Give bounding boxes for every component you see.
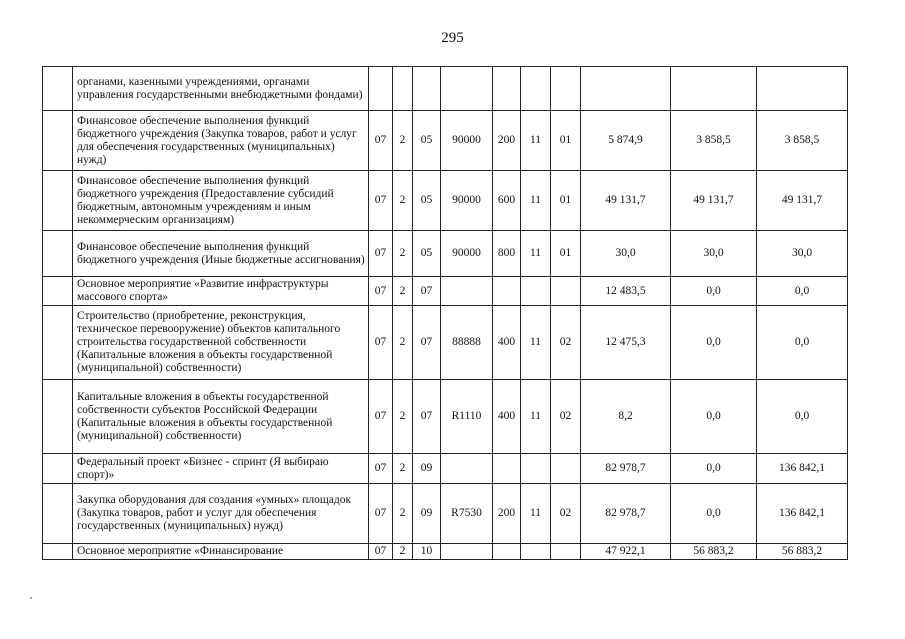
row-code-section: 07 xyxy=(369,306,393,380)
row-amount-year-2: 0,0 xyxy=(671,454,757,484)
row-code-subsection: 01 xyxy=(551,231,581,277)
row-code-section-number: 11 xyxy=(521,231,551,277)
table-row xyxy=(43,454,848,484)
row-amount-year-2: 0,0 xyxy=(671,484,757,544)
page-number: 295 xyxy=(441,30,464,46)
row-amount-year-1: 49 131,7 xyxy=(581,171,671,231)
row-amount-year-2: 30,0 xyxy=(671,231,757,277)
row-code-subsection: 02 xyxy=(551,484,581,544)
row-description: Закупка оборудования для создания «умных» площадок (Закупка товаров, работ и услуг для обеспечения государственных (муниципальных) нужд) xyxy=(73,484,369,544)
row-code-section-number xyxy=(521,454,551,484)
row-description: Строительство (приобретение, реконструкция, техническое перевооружение) объектов капитального строительства государственной собственности (Капитальные вложения в объекты государственной (муниципальной) собственности) xyxy=(73,306,369,380)
row-code-direction xyxy=(441,544,493,560)
row-code-section-number: 11 xyxy=(521,380,551,454)
row-code-expense-type: 200 xyxy=(493,111,521,171)
row-blank-cell xyxy=(43,111,73,171)
row-code-section: 07 xyxy=(369,171,393,231)
scan-speck xyxy=(30,597,32,599)
row-code-section: 07 xyxy=(369,111,393,171)
table-row xyxy=(43,67,848,111)
row-code-expense-type: 400 xyxy=(493,306,521,380)
row-code-expense-type xyxy=(493,454,521,484)
row-blank-cell xyxy=(43,306,73,380)
table-row xyxy=(43,111,848,171)
table-row xyxy=(43,380,848,454)
row-amount-year-2: 0,0 xyxy=(671,277,757,306)
table-row xyxy=(43,306,848,380)
row-code-program: 2 xyxy=(393,111,413,171)
row-code-subsection: 02 xyxy=(551,380,581,454)
row-code-subprogram: 05 xyxy=(413,111,441,171)
row-amount-year-1 xyxy=(581,67,671,111)
row-code-direction: 90000 xyxy=(441,111,493,171)
row-amount-year-2: 0,0 xyxy=(671,306,757,380)
row-amount-year-1: 8,2 xyxy=(581,380,671,454)
row-code-section-number xyxy=(521,277,551,306)
row-blank-cell xyxy=(43,231,73,277)
row-description: Финансовое обеспечение выполнения функций бюджетного учреждения (Закупка товаров, работ и услуг для обеспечения государственных (муниципальных) нужд) xyxy=(73,111,369,171)
row-code-section: 07 xyxy=(369,277,393,306)
row-code-subprogram: 05 xyxy=(413,171,441,231)
table-row xyxy=(43,277,848,306)
row-blank-cell xyxy=(43,67,73,111)
row-amount-year-3: 30,0 xyxy=(757,231,848,277)
row-blank-cell xyxy=(43,380,73,454)
row-amount-year-3: 3 858,5 xyxy=(757,111,848,171)
row-code-subprogram: 05 xyxy=(413,231,441,277)
row-description: Финансовое обеспечение выполнения функций бюджетного учреждения (Предоставление субсидий бюджетным, автономным учреждениям и иным некоммерческим организациям) xyxy=(73,171,369,231)
row-amount-year-1: 82 978,7 xyxy=(581,454,671,484)
row-description: Федеральный проект «Бизнес - спринт (Я выбираю спорт)» xyxy=(73,454,369,484)
row-amount-year-3: 136 842,1 xyxy=(757,484,848,544)
row-amount-year-1: 82 978,7 xyxy=(581,484,671,544)
row-code-program xyxy=(393,67,413,111)
row-code-program: 2 xyxy=(393,454,413,484)
row-code-direction: 88888 xyxy=(441,306,493,380)
row-code-program: 2 xyxy=(393,231,413,277)
row-amount-year-1: 30,0 xyxy=(581,231,671,277)
row-amount-year-3 xyxy=(757,67,848,111)
row-amount-year-2: 56 883,2 xyxy=(671,544,757,560)
row-description: Основное мероприятие «Развитие инфраструктуры массового спорта» xyxy=(73,277,369,306)
row-code-section-number: 11 xyxy=(521,111,551,171)
row-blank-cell xyxy=(43,277,73,306)
row-code-subprogram: 09 xyxy=(413,484,441,544)
row-amount-year-2: 0,0 xyxy=(671,380,757,454)
row-description: Капитальные вложения в объекты государственной собственности субъектов Российской Федерации (Капитальные вложения в объекты государственной (муниципальной) собственности) xyxy=(73,380,369,454)
table-row xyxy=(43,231,848,277)
row-blank-cell xyxy=(43,171,73,231)
table-row xyxy=(43,544,848,560)
row-code-expense-type xyxy=(493,277,521,306)
row-code-direction: R7530 xyxy=(441,484,493,544)
row-code-subsection xyxy=(551,277,581,306)
row-code-section-number xyxy=(521,67,551,111)
row-blank-cell xyxy=(43,454,73,484)
row-blank-cell xyxy=(43,484,73,544)
row-code-expense-type: 200 xyxy=(493,484,521,544)
row-code-section-number: 11 xyxy=(521,171,551,231)
row-code-subprogram: 07 xyxy=(413,306,441,380)
row-amount-year-3: 0,0 xyxy=(757,306,848,380)
table-body xyxy=(43,67,848,560)
row-amount-year-1: 5 874,9 xyxy=(581,111,671,171)
row-code-direction: 90000 xyxy=(441,171,493,231)
row-code-program: 2 xyxy=(393,171,413,231)
row-amount-year-3: 49 131,7 xyxy=(757,171,848,231)
row-code-subsection xyxy=(551,544,581,560)
row-code-expense-type xyxy=(493,544,521,560)
row-code-section: 07 xyxy=(369,231,393,277)
row-code-direction: 90000 xyxy=(441,231,493,277)
row-code-subprogram: 07 xyxy=(413,380,441,454)
row-amount-year-2 xyxy=(671,67,757,111)
row-code-direction xyxy=(441,67,493,111)
row-code-section: 07 xyxy=(369,484,393,544)
row-code-section xyxy=(369,67,393,111)
row-code-direction xyxy=(441,454,493,484)
row-code-program: 2 xyxy=(393,380,413,454)
row-code-program: 2 xyxy=(393,306,413,380)
row-code-section-number xyxy=(521,544,551,560)
row-code-subprogram: 09 xyxy=(413,454,441,484)
row-code-expense-type xyxy=(493,67,521,111)
row-code-subprogram xyxy=(413,67,441,111)
row-amount-year-3: 136 842,1 xyxy=(757,454,848,484)
row-amount-year-1: 47 922,1 xyxy=(581,544,671,560)
table-row xyxy=(43,171,848,231)
row-amount-year-1: 12 483,5 xyxy=(581,277,671,306)
row-code-section: 07 xyxy=(369,380,393,454)
row-description: Основное мероприятие «Финансирование xyxy=(73,544,369,560)
row-amount-year-2: 3 858,5 xyxy=(671,111,757,171)
row-code-subprogram: 07 xyxy=(413,277,441,306)
row-amount-year-2: 49 131,7 xyxy=(671,171,757,231)
table-row xyxy=(43,484,848,544)
row-code-subsection: 02 xyxy=(551,306,581,380)
row-code-expense-type: 400 xyxy=(493,380,521,454)
row-code-direction xyxy=(441,277,493,306)
row-code-section: 07 xyxy=(369,544,393,560)
budget-table xyxy=(42,66,848,560)
row-code-subsection xyxy=(551,67,581,111)
row-code-subprogram: 10 xyxy=(413,544,441,560)
row-amount-year-3: 0,0 xyxy=(757,380,848,454)
row-code-subsection xyxy=(551,454,581,484)
row-code-section-number: 11 xyxy=(521,306,551,380)
row-amount-year-3: 0,0 xyxy=(757,277,848,306)
row-code-program: 2 xyxy=(393,544,413,560)
row-amount-year-3: 56 883,2 xyxy=(757,544,848,560)
row-code-section: 07 xyxy=(369,454,393,484)
row-code-expense-type: 800 xyxy=(493,231,521,277)
row-amount-year-1: 12 475,3 xyxy=(581,306,671,380)
row-blank-cell xyxy=(43,544,73,560)
row-description: органами, казенными учреждениями, органами управления государственными внебюджетными фондами) xyxy=(73,67,369,111)
row-code-program: 2 xyxy=(393,484,413,544)
row-description: Финансовое обеспечение выполнения функций бюджетного учреждения (Иные бюджетные ассигнования) xyxy=(73,231,369,277)
row-code-program: 2 xyxy=(393,277,413,306)
row-code-direction: R1110 xyxy=(441,380,493,454)
row-code-section-number: 11 xyxy=(521,484,551,544)
row-code-expense-type: 600 xyxy=(493,171,521,231)
row-code-subsection: 01 xyxy=(551,171,581,231)
row-code-subsection: 01 xyxy=(551,111,581,171)
